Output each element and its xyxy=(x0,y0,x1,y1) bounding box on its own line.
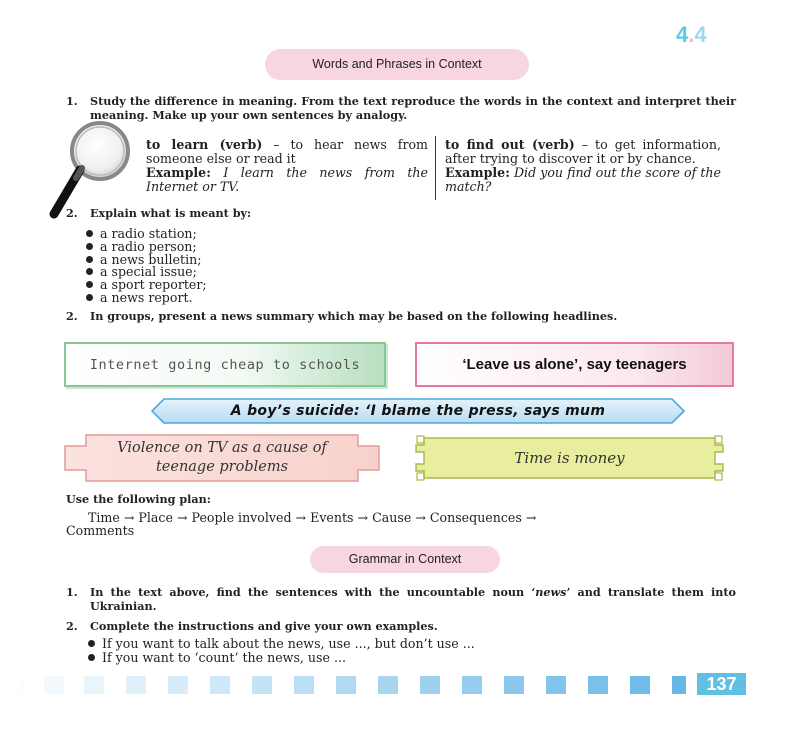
arrow-icon: → xyxy=(123,510,135,525)
column-divider xyxy=(435,136,436,200)
section-title-grammar: Grammar in Context xyxy=(310,546,500,573)
task-5: 2. Complete the instructions and give your own examples. xyxy=(66,619,438,633)
headline-boys-suicide: A boy’s suicide: ‘I blame the press, says mum xyxy=(151,398,685,424)
arrow-icon: → xyxy=(176,510,188,525)
arrow-icon: → xyxy=(415,510,426,525)
list-item: a radio station; xyxy=(86,228,207,241)
bullet-icon xyxy=(88,640,95,647)
arrow-icon: → xyxy=(357,510,369,525)
list-item: a radio person; xyxy=(86,241,207,254)
plan-step: Cause xyxy=(372,510,412,525)
list-item: a news report. xyxy=(86,292,207,305)
bullet-icon xyxy=(86,256,93,263)
decorative-strip xyxy=(20,676,686,694)
arrow-icon: → xyxy=(295,510,307,525)
task-4: 1. In the text above, find the sentences with the uncountable noun ‘news’ and translate them into Ukrainian. xyxy=(66,585,736,613)
plan-step: People involved xyxy=(191,510,292,525)
unit-number: 4.4 xyxy=(676,22,707,47)
headline-violence-on-tv: Violence on TV as a cause of teenage problems xyxy=(64,434,380,482)
task-1: 1. Study the difference in meaning. From the text reproduce the words in the context and interpret their meaning. Make up your own sentences by analogy. xyxy=(66,94,736,122)
plan-step: Place xyxy=(138,510,173,525)
definition-to-learn: to learn (verb) – to hear news from someone else or read it Example: I learn the news from the Internet or TV. xyxy=(146,137,428,194)
bullet-icon xyxy=(86,268,93,275)
arrow-icon: → xyxy=(525,510,537,525)
page-number: 137 xyxy=(697,673,746,695)
bullet-icon xyxy=(86,281,93,288)
headline-leave-us-alone: ‘Leave us alone’, say teenagers xyxy=(415,342,734,387)
list-item: a news bulletin; xyxy=(86,254,207,267)
definition-to-find-out: to find out (verb) – to get information, after trying to discover it or by chance. Example: Did you find out the score of the match? xyxy=(445,137,721,194)
bullet-icon xyxy=(86,230,93,237)
magnifier-icon xyxy=(44,118,136,220)
section-title-words-phrases: Words and Phrases in Context xyxy=(265,49,529,80)
plan-intro: Use the following plan: xyxy=(66,492,211,506)
task-3: 2. In groups, present a news summary which may be based on the following headlines. xyxy=(66,309,618,323)
list-item: If you want to talk about the news, use ..., but don’t use ... xyxy=(88,637,475,651)
plan-step: Comments xyxy=(66,523,135,538)
plan-steps xyxy=(66,511,736,537)
instruction-list xyxy=(88,637,475,664)
list-item: a special issue; xyxy=(86,266,207,279)
bullet-icon xyxy=(88,654,95,661)
plan-step: Time xyxy=(88,510,120,525)
list-item: a sport reporter; xyxy=(86,279,207,292)
bullet-icon xyxy=(86,294,93,301)
phrase-list xyxy=(86,228,207,305)
bullet-icon xyxy=(86,243,93,250)
list-item: If you want to ‘count’ the news, use ... xyxy=(88,651,475,665)
task-2: 2. Explain what is meant by: xyxy=(66,206,252,220)
headline-internet-cheap: Internet going cheap to schools xyxy=(64,342,386,387)
headline-time-is-money: Time is money xyxy=(414,434,725,482)
plan-step: Events xyxy=(310,510,354,525)
plan-step: Consequences xyxy=(429,510,522,525)
